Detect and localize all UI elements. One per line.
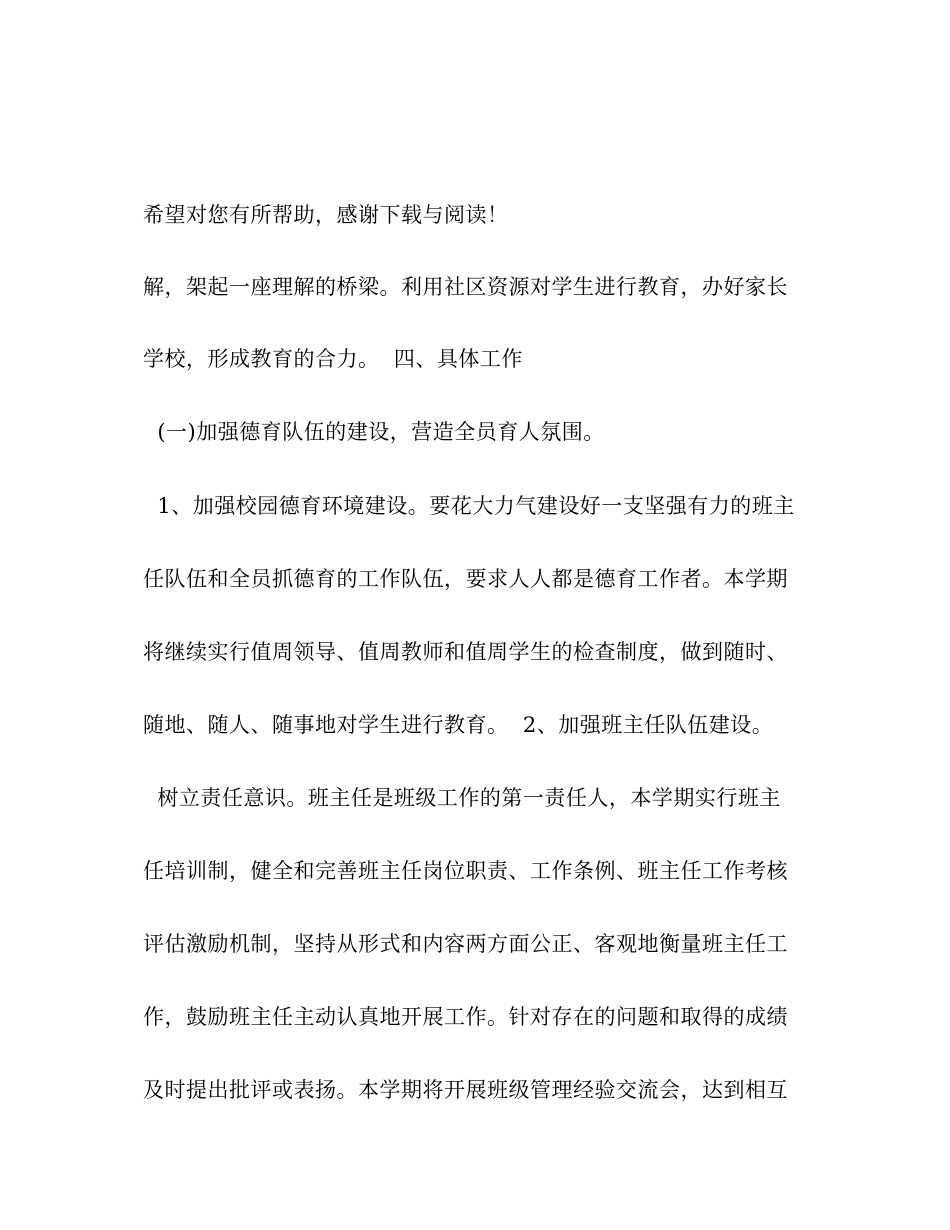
text-line-1: 希望对您有所帮助，感谢下载与阅读！ [143,203,509,227]
text-line-3: 学校，形成教育的合力。 四、具体工作 [143,347,523,371]
text-line-9: 树立责任意识。班主任是班级工作的第一责任人，本学期实行班主 [143,786,781,810]
text-line-6: 任队伍和全员抓德育的工作队伍，要求人人都是德育工作者。本学期 [143,567,788,591]
text-line-4: (一)加强德育队伍的建设，营造全员育人氛围。 [143,420,605,444]
text-line-2: 解，架起一座理解的桥梁。利用社区资源对学生进行教育，办好家长 [143,275,788,299]
text-line-7: 将继续实行值周领导、值周教师和值周学生的检查制度，做到随时、 [143,640,788,664]
text-line-8: 随地、随人、随事地对学生进行教育。 2、加强班主任队伍建设。 [143,713,774,737]
text-line-10: 任培训制，健全和完善班主任岗位职责、工作条例、班主任工作考核 [143,859,788,883]
text-line-13: 及时提出批评或表扬。本学期将开展班级管理经验交流会，达到相互 [143,1078,788,1102]
text-line-5: 1、加强校园德育环境建设。要花大力气建设好一支坚强有力的班主 [143,494,795,518]
text-line-12: 作，鼓励班主任主动认真地开展工作。针对存在的问题和取得的成绩 [143,1005,788,1029]
text-line-11: 评估激励机制，坚持从形式和内容两方面公正、客观地衡量班主任工 [143,932,788,956]
